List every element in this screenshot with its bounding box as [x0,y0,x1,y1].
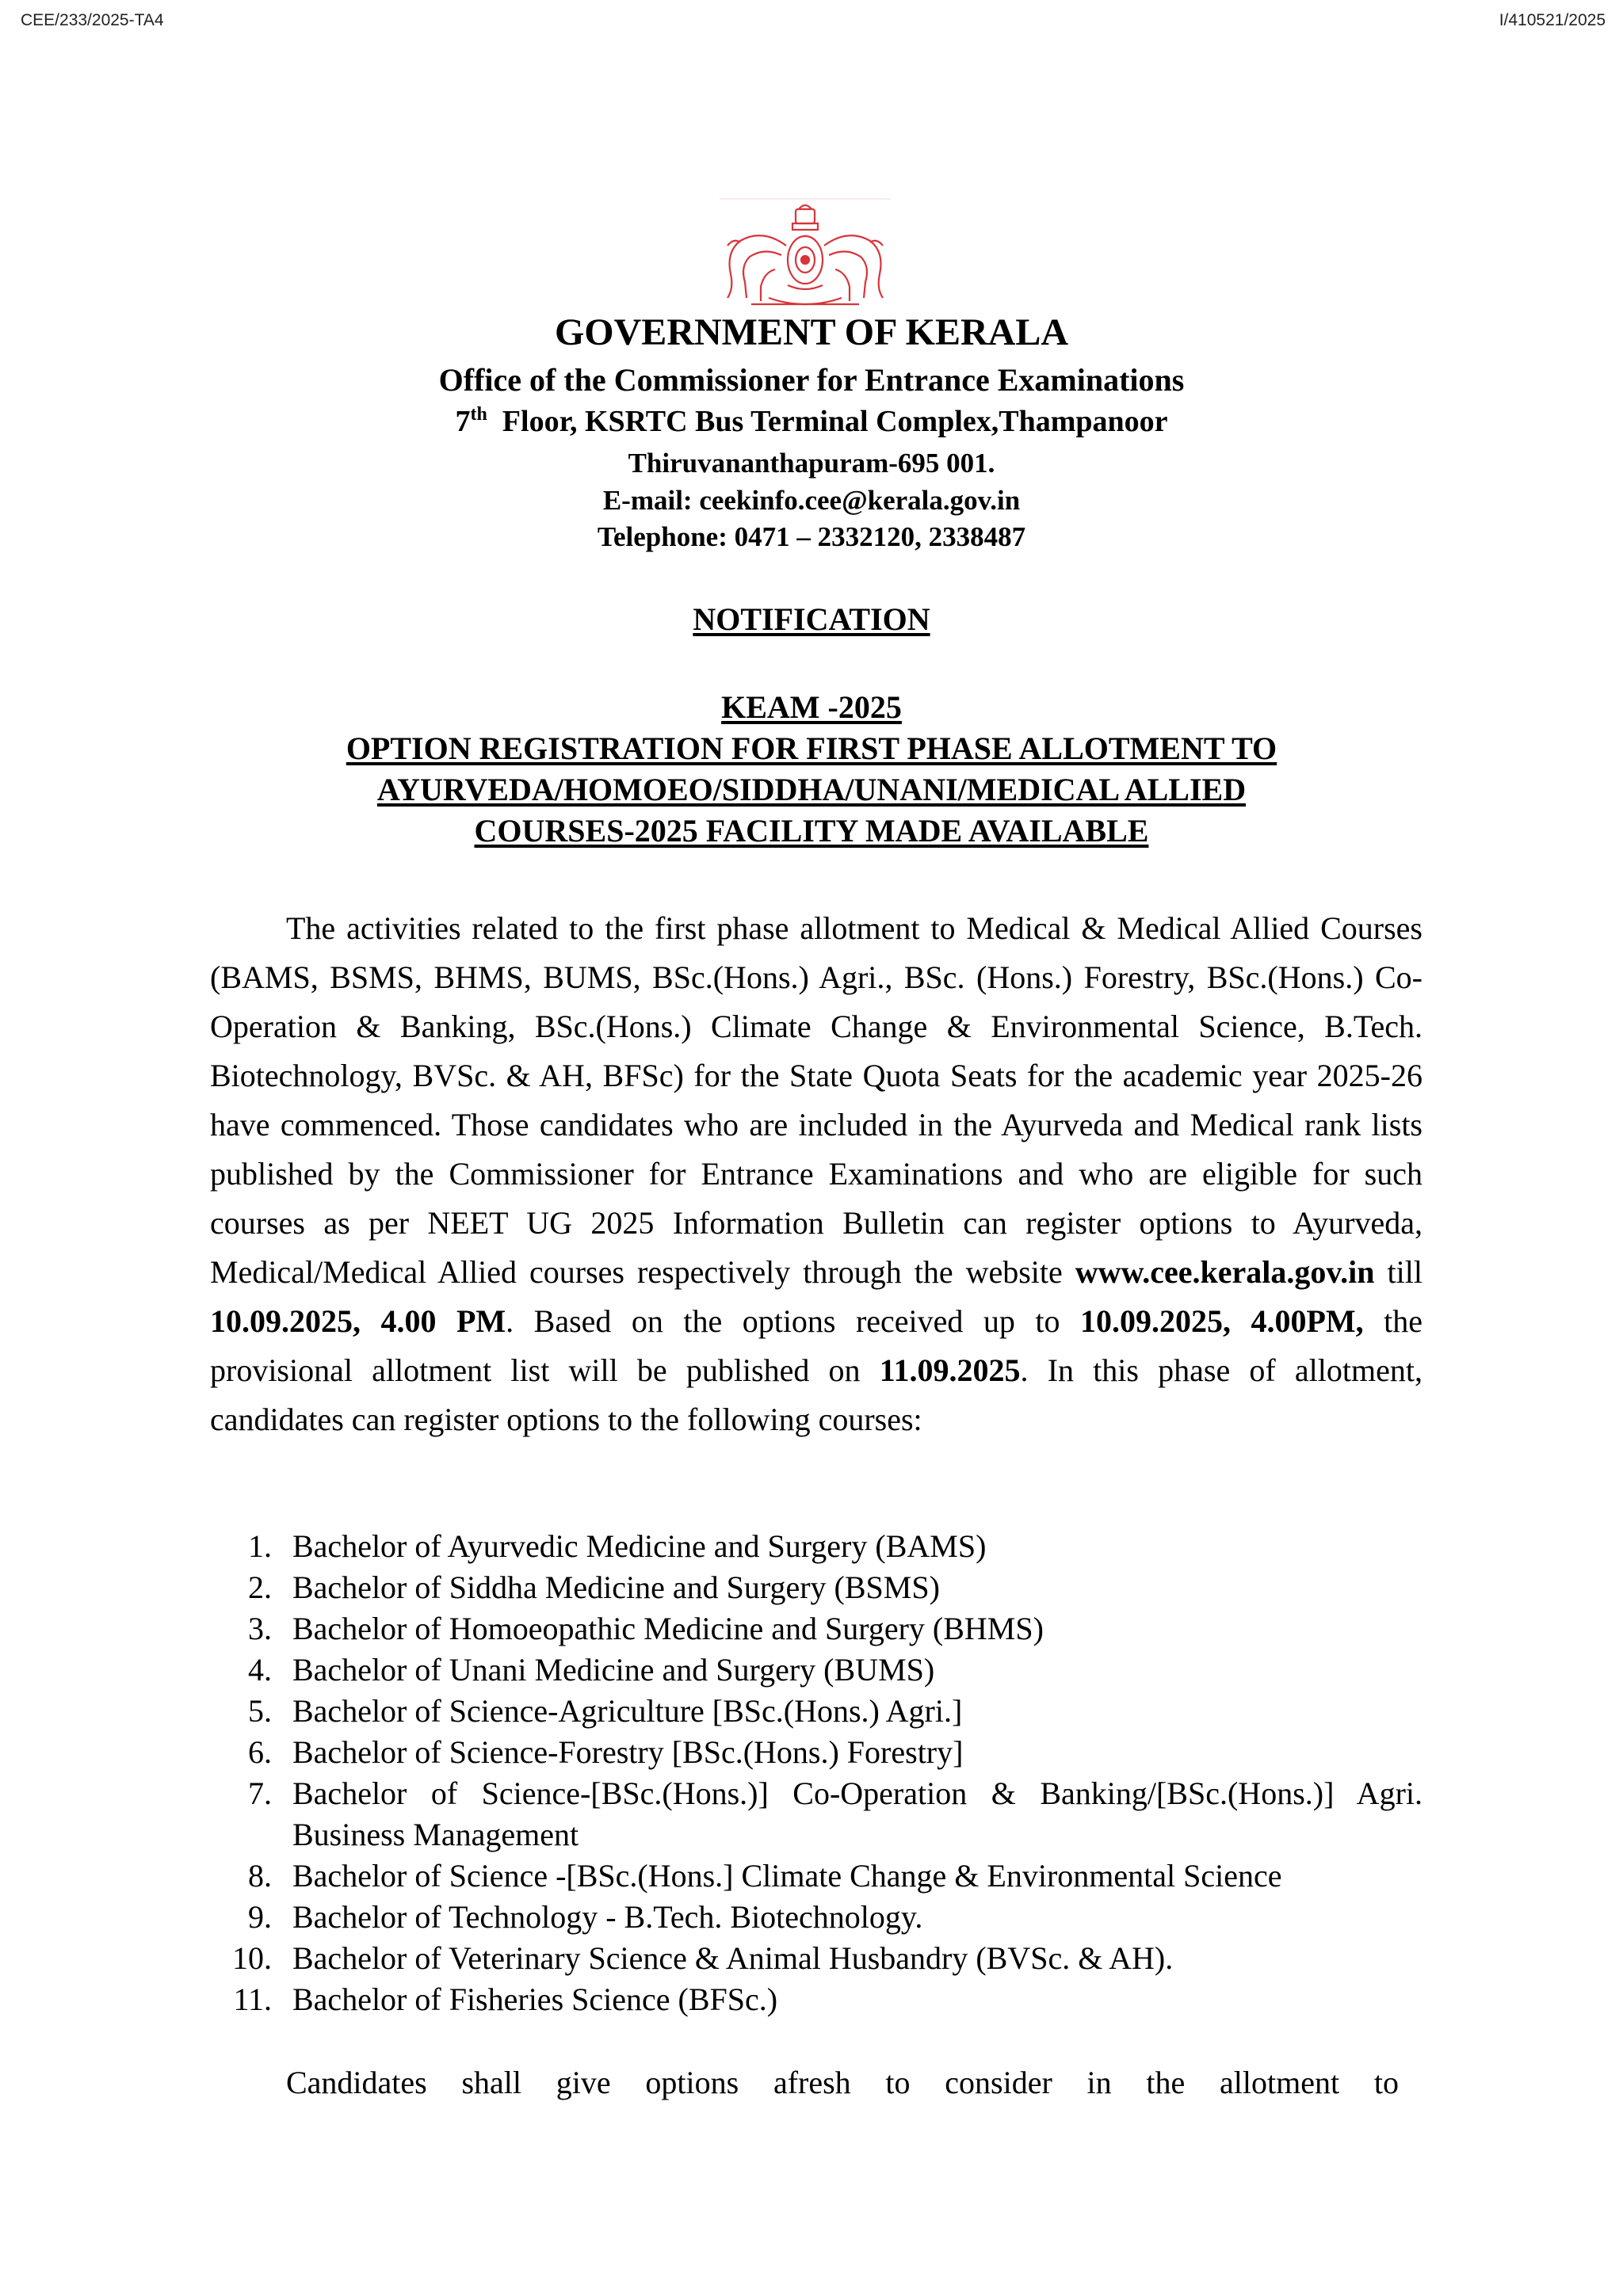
list-item-number: 8. [248,1858,272,1894]
p1-text-c: . Based on the options received up to [506,1303,1080,1339]
list-item-text: Bachelor of Ayurvedic Medicine and Surgery (BAMS) [292,1528,987,1564]
list-item [210,1567,1423,1608]
list-item [210,1897,1423,1938]
list-item [210,1855,1423,1897]
option-deadline-repeat: 10.09.2025, 4.00PM, [1079,1303,1364,1339]
office-city: Thiruvananthapuram-695 001. [628,448,995,479]
list-item-text: Bachelor of Veterinary Science & Animal Husbandry (BVSc. & AH). [292,1940,1174,1976]
list-item-text: Bachelor of Science-Forestry [BSc.(Hons.) Forestry] [292,1734,964,1770]
list-item-number: 7. [248,1775,272,1811]
list-item [210,1526,1423,1567]
list-item-text: Bachelor of Technology - B.Tech. Biotechnology. [292,1899,923,1935]
list-item [210,1938,1423,1979]
list-item-number: 2. [248,1569,272,1605]
notification-subject [0,687,1623,852]
subject-line-3: AYURVEDA/HOMOEO/SIDDHA/UNANI/MEDICAL ALLIED [376,772,1247,807]
subject-line-2: OPTION REGISTRATION FOR FIRST PHASE ALLOTMENT TO [346,730,1277,766]
course-list [210,1526,1423,2020]
list-item-text: Bachelor of Science -[BSc.(Hons.] Climate Change & Environmental Science [292,1858,1282,1894]
office-email: E-mail: ceekinfo.cee@kerala.gov.in [602,485,1021,516]
list-item [210,1650,1423,1691]
list-item-number: 9. [248,1899,272,1935]
list-item-number: 3. [248,1611,272,1646]
kerala-state-emblem-icon [720,198,891,314]
list-item-number: 1. [248,1528,272,1564]
office-address [0,404,1623,439]
list-item-number: 6. [248,1734,272,1770]
list-item [210,1979,1423,2020]
list-item-number: 4. [248,1652,272,1688]
list-item-number: 5. [248,1693,272,1729]
office-telephone: Telephone: 0471 – 2332120, 2338487 [597,521,1026,552]
list-item [210,1732,1423,1773]
list-item-text: Bachelor of Siddha Medicine and Surgery (BSMS) [292,1569,940,1605]
list-item [210,1691,1423,1732]
list-item [210,1773,1423,1855]
list-item-text: Bachelor of Science-Agriculture [BSc.(Hons.) Agri.] [292,1693,963,1729]
p1-text-a: The activities related to the first phase allotment to Medical & Medical Allied Courses (BAMS, BSMS, BHMS, BUMS, BSc.(Hons.) Agri., BSc. (Hons.) Forestry, BSc.(Hons.) Co-Operation & Banking, BSc.(Hons.) Climate Change & Environmental Science, B.Tech. Biotechnology, BVSc. & AH, BFSc) for the State Quota Seats for the academic year 2025-26 have commenced. Those candidates who are included in the Ayurveda and Medical rank lists published by the Commissioner for Entrance Examinations and who are eligible for such courses as per NEET UG 2025 Information Bulletin can register options to Ayurveda, Medical/Medical Allied courses respectively through the website [210,910,1423,1290]
list-item-text: Bachelor of Unani Medicine and Surgery (BUMS) [292,1652,935,1688]
subject-line-1: KEAM -2025 [721,689,902,725]
list-item [210,1608,1423,1650]
office-name: Office of the Commissioner for Entrance Examinations [438,362,1185,398]
list-item-text: Bachelor of Fisheries Science (BFSc.) [292,1981,778,2017]
list-item-number: 11. [233,1981,272,2017]
government-title: GOVERNMENT OF KERALA [554,311,1069,353]
p1-text-e: . In this phase of allotment, candidates can register options to the following courses: [210,1352,1423,1437]
list-item-number: 10. [232,1940,272,1976]
list-item-text: Bachelor of Homoeopathic Medicine and Surgery (BHMS) [292,1611,1044,1646]
option-deadline: 10.09.2025, 4.00 PM [210,1303,506,1339]
reference-number-left: CEE/233/2025-TA4 [21,11,164,29]
reference-number-right: I/410521/2025 [1499,11,1606,29]
notification-heading: NOTIFICATION [693,601,930,637]
address-line: Floor, KSRTC Bus Terminal Complex,Thampanoor [502,405,1168,438]
p1-text-d: the provisional allotment list will be published on [210,1303,1423,1388]
subject-line-4: COURSES-2025 FACILITY MADE AVAILABLE [474,813,1149,849]
floor-number: 7 [455,405,471,438]
floor-suffix: th [470,404,487,425]
body-paragraph-2: Candidates shall give options afresh to consider in the allotment to [286,2065,1399,2100]
list-item-text: Bachelor of Science-[BSc.(Hons.)] Co-Operation & Banking/[BSc.(Hons.)] Agri. Business Management [292,1775,1423,1852]
body-paragraph-1 [210,904,1423,1444]
publish-date: 11.09.2025 [879,1352,1021,1388]
p1-text-b: till [1374,1254,1423,1290]
website-link: www.cee.kerala.gov.in [1075,1254,1375,1290]
